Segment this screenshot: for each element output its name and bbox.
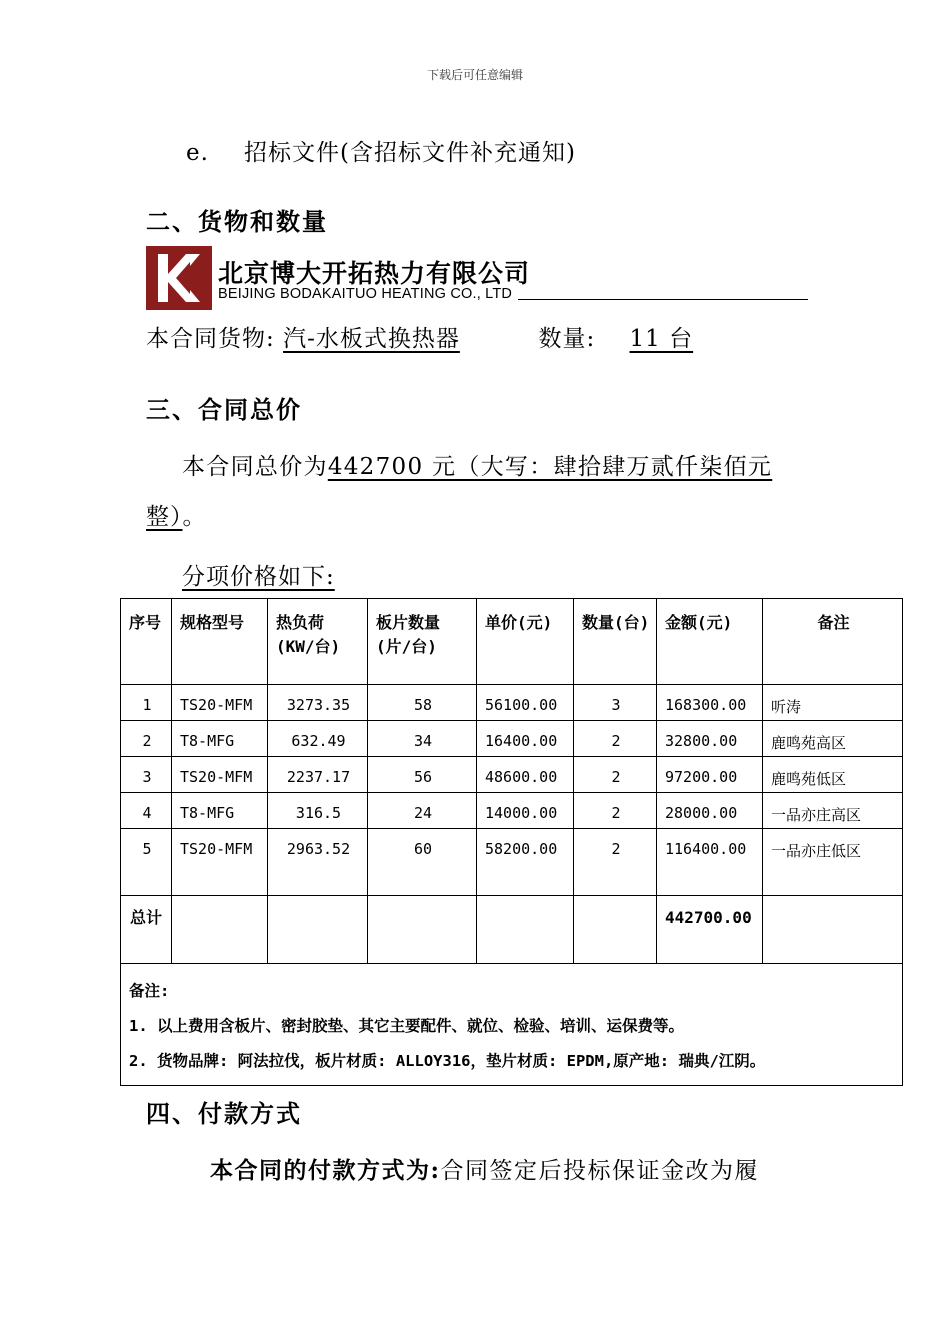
header-note: 下载后可任意编辑 [426,68,523,82]
company-logo-icon [146,246,212,310]
total-value-cell: 442700.00 [657,896,763,964]
cell-qty: 2 [574,721,657,757]
notes-title: 备注: [129,982,170,1000]
total-line-1 [182,448,772,481]
cell-amount: 32800.00 [657,721,763,757]
header-cell: 板片数量(片/台) [368,599,477,685]
cell-qty: 3 [574,685,657,721]
cell-amount: 97200.00 [657,757,763,793]
qty-label: 数量: [538,326,596,352]
notes-cell [121,964,903,1086]
cell-model: T8-MFG [172,793,268,829]
total-prefix: 本合同总价为 [182,454,328,480]
item-e [186,134,576,167]
table-row [121,793,903,829]
table-notes-row [121,964,903,1086]
cell-price: 56100.00 [477,685,574,721]
cell-load: 2963.52 [268,829,368,896]
header-cell: 规格型号 [172,599,268,685]
table-row [121,757,903,793]
cell-amount: 116400.00 [657,829,763,896]
table-header-row [121,599,903,685]
company-logo [146,246,808,312]
header-cell: 金额(元) [657,599,763,685]
cell-load: 316.5 [268,793,368,829]
table-row [121,829,903,896]
header-cell: 热负荷(KW/台) [268,599,368,685]
company-name-cn: 北京博大开拓热力有限公司 [218,259,531,288]
table-row [121,721,903,757]
cell-load: 3273.35 [268,685,368,721]
cell-model: TS20-MFM [172,685,268,721]
note-line: 2. 货物品牌: 阿法拉伐，板片材质: ALLOY316，垫片材质: EPDM,原产地: 瑞典/江阴。 [129,1052,766,1070]
goods-name: 汽-水板式换热器 [283,326,460,352]
cell-model: TS20-MFM [172,757,268,793]
cell-plates: 34 [368,721,477,757]
total-amount-2: 整） [146,504,183,530]
goods-label: 本合同货物: [146,326,275,352]
cell-load: 632.49 [268,721,368,757]
payment-text: 合同签定后投标保证金改为履 [440,1158,759,1184]
cell-no: 2 [121,721,172,757]
table-row [121,685,903,721]
cell-amount: 168300.00 [657,685,763,721]
cell-plates: 24 [368,793,477,829]
cell-load: 2237.17 [268,757,368,793]
price-table [120,598,903,1086]
cell-amount: 28000.00 [657,793,763,829]
cell-remark: 鹿鸣苑高区 [763,721,903,757]
section2-title: 二、货物和数量 [146,207,328,236]
goods-line [146,320,723,353]
cell-price: 16400.00 [477,721,574,757]
qty-value: 11 台 [629,326,694,352]
logo-underline [518,299,808,300]
cell-plates: 56 [368,757,477,793]
cell-plates: 60 [368,829,477,896]
total-label-cell: 总计 [121,896,172,964]
cell-no: 1 [121,685,172,721]
cell-remark: 一品亦庄低区 [763,829,903,896]
payment-label: 本合同的付款方式为: [210,1157,441,1184]
cell-qty: 2 [574,793,657,829]
section3-title: 三、合同总价 [146,395,302,424]
item-e-label: e. [186,140,209,166]
header-cell: 备注 [763,599,903,685]
cell-no: 3 [121,757,172,793]
section4-title: 四、付款方式 [146,1099,302,1128]
header-cell: 单价(元) [477,599,574,685]
cell-remark: 鹿鸣苑低区 [763,757,903,793]
cell-qty: 2 [574,757,657,793]
cell-remark: 听涛 [763,685,903,721]
cell-qty: 2 [574,829,657,896]
cell-model: T8-MFG [172,721,268,757]
cell-price: 58200.00 [477,829,574,896]
cell-no: 4 [121,793,172,829]
note-line: 1. 以上费用含板片、密封胶垫、其它主要配件、就位、检验、培训、运保费等。 [129,1017,684,1035]
cell-remark: 一品亦庄高区 [763,793,903,829]
company-name-en: BEIJING BODAKAITUO HEATING CO., LTD [218,286,513,302]
header-cell: 序号 [121,599,172,685]
cell-price: 48600.00 [477,757,574,793]
total-amount-1: 442700 元（大写：肆拾肆万贰仟柒佰元 [327,454,773,480]
cell-model: TS20-MFM [172,829,268,896]
items-title: 分项价格如下: [182,564,335,590]
total-line-2 [146,498,207,531]
total-suffix: 。 [182,504,207,530]
payment-line [210,1152,759,1185]
cell-plates: 58 [368,685,477,721]
cell-no: 5 [121,829,172,896]
cell-price: 14000.00 [477,793,574,829]
item-e-text: 招标文件(含招标文件补充通知) [244,140,576,166]
header-cell: 数量(台) [574,599,657,685]
table-total-row [121,896,903,964]
